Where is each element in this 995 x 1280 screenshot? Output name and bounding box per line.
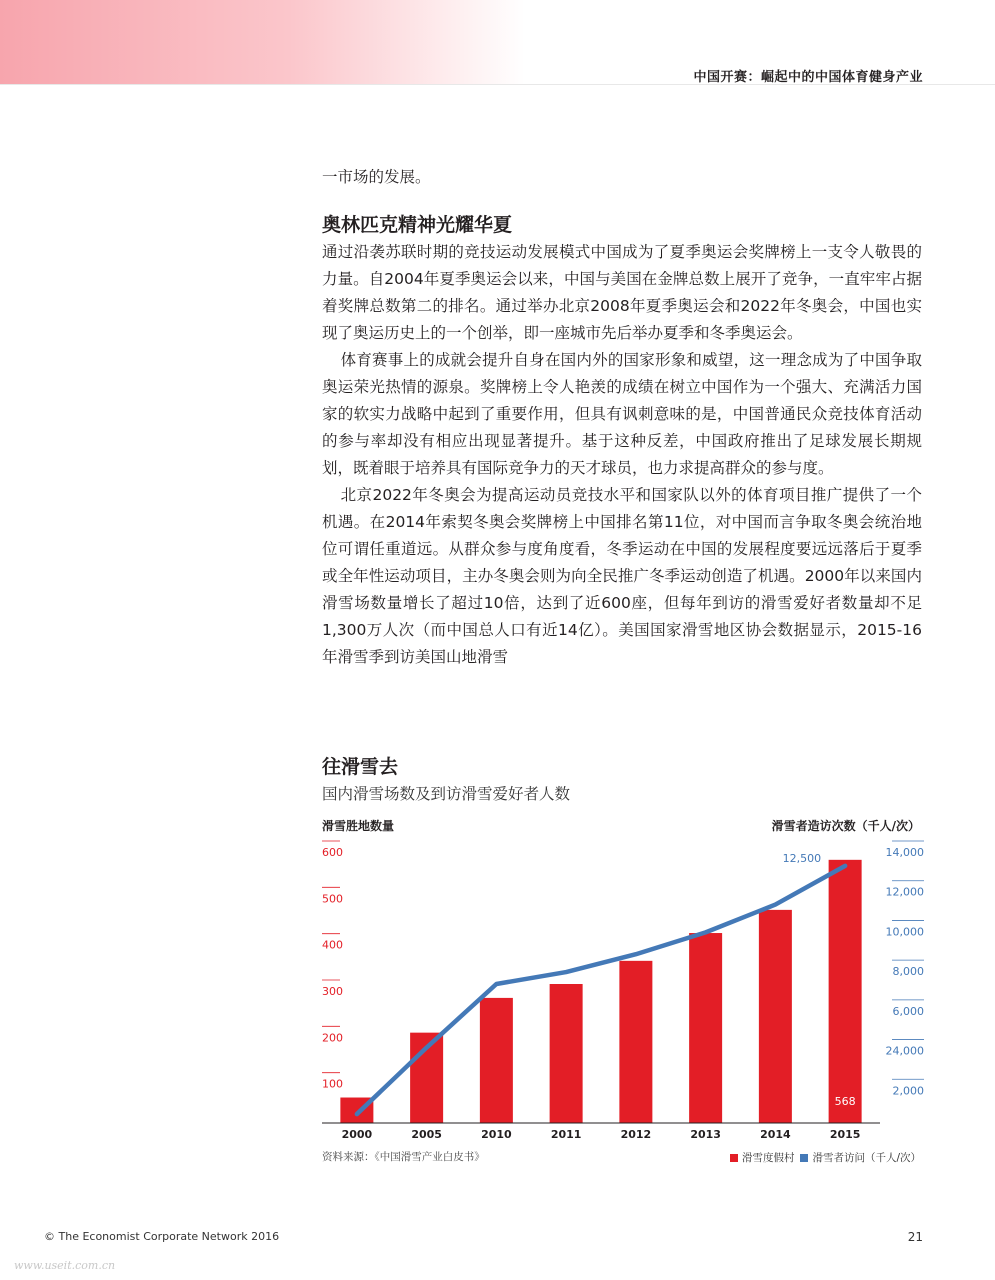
- left-axis-tick-label: 200: [322, 1031, 343, 1045]
- right-axis-tick-label: 2,000: [892, 1084, 924, 1098]
- right-axis-title: 滑雪者造访次数（千人/次）: [771, 819, 920, 833]
- right-axis-tick-label: 6,000: [892, 1004, 924, 1018]
- x-tick-label-2011: 2011: [550, 1128, 582, 1141]
- body-text: [322, 164, 922, 671]
- ski-chart: [300, 830, 940, 1145]
- right-axis-tick-label: 14,000: [885, 846, 924, 859]
- legend-line: [800, 1150, 921, 1165]
- bar-value-label: 568: [834, 1095, 856, 1108]
- running-title: 中国开赛：崛起中的中国体育健身产业: [693, 70, 923, 85]
- left-axis-tick-label: 100: [322, 1077, 343, 1091]
- section-heading: 奥林匹克精神光耀华夏: [322, 214, 513, 236]
- x-tick-label-2012: 2012: [620, 1128, 652, 1141]
- left-axis-tick-label: 300: [322, 985, 343, 998]
- right-axis-tick-label: 8,000: [892, 965, 924, 979]
- legend-bars: [730, 1150, 795, 1165]
- bar-2015: [829, 860, 862, 1123]
- bar-2014: [759, 910, 792, 1123]
- legend-bars-label: 滑雪度假村: [741, 1152, 795, 1164]
- paragraph-3: 北京2022年冬奥会为提高运动员竞技水平和国家队以外的体育项目推广提供了一个机遇。在2014年索契冬奥会奖牌榜上中国排名第11位，对中国而言争取冬奥会统治地位可谓任重道远。从群众参与度角度看，冬季运动在中国的发展程度要远远落后于夏季或全年性运动项目，主办冬奥会则为向全民推广冬季运动创造了机遇。2000年以来国内滑雪场数量增长了超过10倍，达到了近600座，但每年到访的滑雪爱好者数量却不足1,300万人次（而中国总人口有近14亿）。美国国家滑雪地区协会数据显示，2015-16年滑雪季到访美国山地滑雪: [322, 486, 922, 666]
- paragraph-1: 通过沿袭苏联时期的竞技运动发展模式中国成为了夏季奥运会奖牌榜上一支令人敬畏的力量。自2004年夏季奥运会以来，中国与美国在金牌总数上展开了竞争，一直牢牢占据着奖牌总数第二的排名。通过举办北京2008年夏季奥运会和2022年冬奥会，中国也实现了奥运历史上的一个创举，即一座城市先后举办夏季和冬季奥运会。: [322, 243, 922, 342]
- page-number: 21: [907, 1230, 923, 1244]
- x-tick-label-2014: 2014: [760, 1128, 791, 1141]
- x-tick-label-2000: 2000: [341, 1128, 373, 1141]
- left-axis-tick-label: 400: [322, 938, 343, 952]
- bar-2011: [550, 984, 583, 1123]
- x-tick-label-2010: 2010: [481, 1128, 512, 1141]
- chart-legend: [724, 1150, 921, 1165]
- header-gradient-band: [0, 0, 525, 84]
- chart-subtitle: 国内滑雪场数及到访滑雪爱好者人数: [322, 785, 571, 803]
- lead-fragment: 一市场的发展。: [322, 168, 431, 186]
- source-note: 资料来源：《中国滑雪产业白皮书》: [322, 1151, 485, 1163]
- footer-copyright: © The Economist Corporate Network 2016: [44, 1230, 280, 1243]
- watermark: www.useit.com.cn: [14, 1259, 116, 1272]
- x-tick-label-2005: 2005: [411, 1128, 442, 1141]
- legend-bar-swatch: [730, 1154, 738, 1162]
- right-axis-tick-label: 24,000: [885, 1044, 924, 1058]
- left-axis-tick-label: 500: [322, 892, 343, 906]
- x-tick-label-2013: 2013: [690, 1128, 721, 1141]
- legend-line-swatch: [800, 1154, 808, 1162]
- x-tick-label-2015: 2015: [829, 1128, 861, 1141]
- chart-title: 往滑雪去: [322, 756, 399, 778]
- right-axis-tick-label: 12,000: [885, 885, 924, 899]
- left-axis-title: 滑雪胜地数量: [322, 819, 395, 833]
- right-axis-tick-label: 10,000: [885, 925, 924, 939]
- bar-2010: [480, 998, 513, 1123]
- paragraph-2: 体育赛事上的成就会提升自身在国内外的国家形象和威望，这一理念成为了中国争取奥运荣光热情的源泉。奖牌榜上令人艳羡的成绩在树立中国作为一个强大、充满活力国家的软实力战略中起到了重要作用，但具有讽刺意味的是，中国普通民众竞技体育活动的参与率却没有相应出现显著提升。基于这种反差，中国政府推出了足球发展长期规划，既着眼于培养具有国际竞争力的天才球员，也力求提高群众的参与度。: [322, 351, 922, 477]
- bar-2013: [689, 933, 722, 1123]
- left-axis-tick-label: 600: [322, 846, 343, 859]
- line-value-label: 12,500: [782, 851, 822, 865]
- bar-2012: [619, 961, 652, 1123]
- legend-line-label: 滑雪者访问（千人/次）: [812, 1152, 921, 1164]
